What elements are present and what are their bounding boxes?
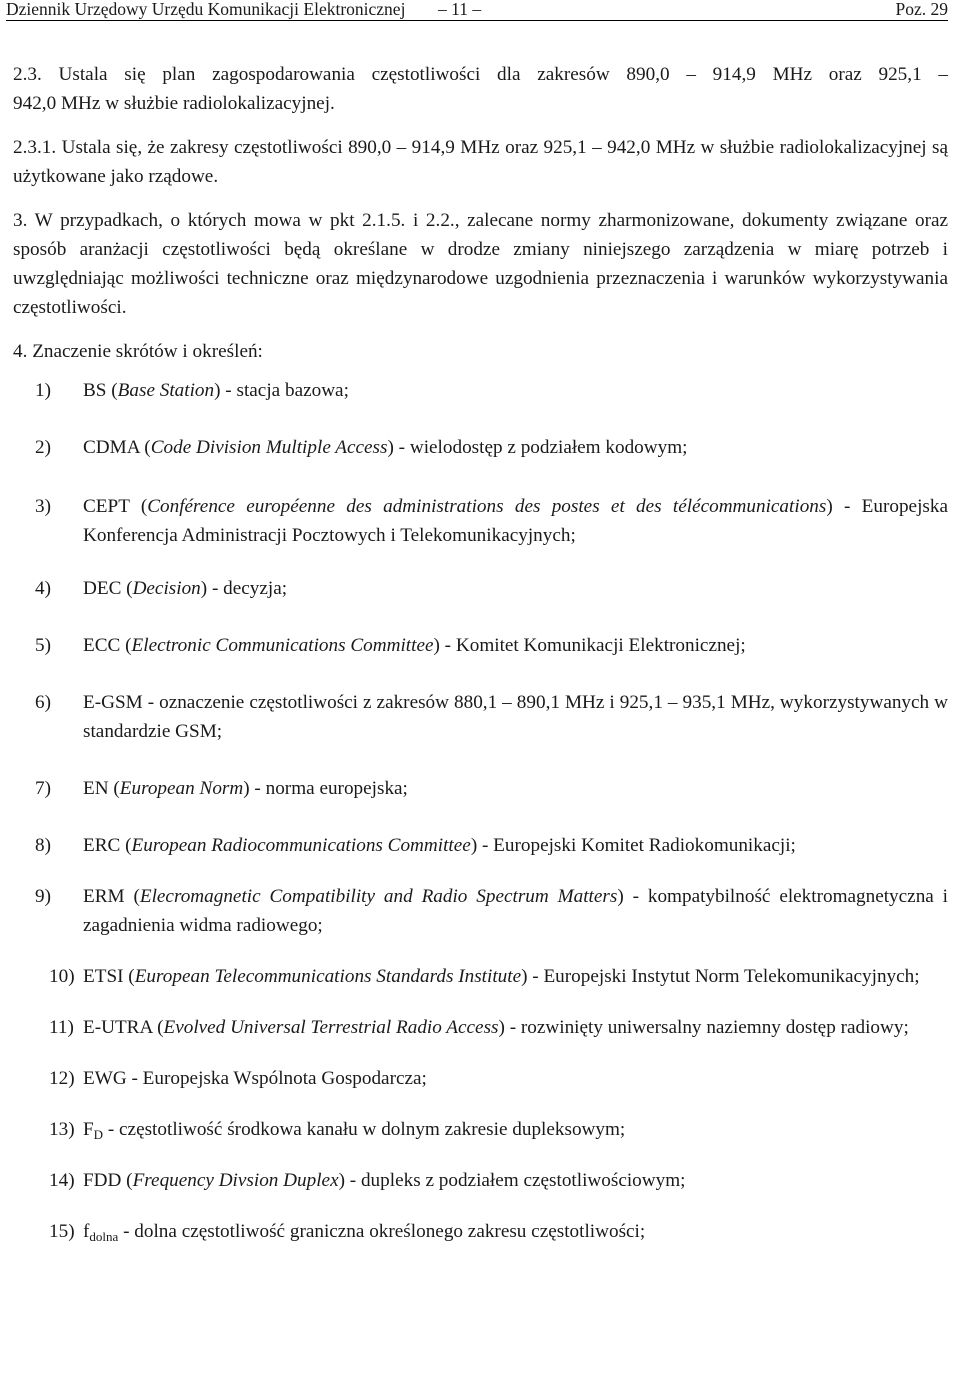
abbreviation: ERM ( [83, 886, 140, 907]
document-body [13, 60, 948, 1246]
definition-text [83, 631, 948, 660]
definition-text [83, 831, 948, 860]
item-number: 4) [35, 578, 51, 599]
polish-meaning: ) - decyzja; [200, 578, 288, 599]
definition-text [83, 1217, 948, 1246]
definition-item [13, 882, 948, 940]
abbreviation: BS ( [83, 380, 118, 401]
english-term: Conférence européenne des administrations des postes et des télécommunications [147, 496, 827, 517]
polish-meaning: ) - Komitet Komunikacji Elektronicznej; [433, 635, 746, 656]
item-number: 7) [35, 778, 51, 799]
abbreviation: CEPT ( [83, 496, 148, 517]
item-number: 10) [49, 966, 75, 987]
abbreviation: CDMA ( [83, 437, 151, 458]
item-number: 11) [49, 1017, 74, 1038]
abbreviation: EN ( [83, 778, 120, 799]
definition-item [13, 1064, 948, 1093]
english-term: Code Division Multiple Access [150, 437, 388, 458]
item-number: 8) [35, 835, 51, 856]
polish-meaning: - dolna częstotliwość graniczna określonego zakresu częstotliwości; [118, 1221, 646, 1242]
definition-item [13, 631, 948, 660]
abbreviation: ETSI ( [83, 966, 135, 987]
abbreviation: FDD ( [83, 1170, 133, 1191]
definition-item [13, 1217, 948, 1246]
definition-text [83, 376, 948, 405]
item-number: 15) [49, 1221, 75, 1242]
page-number: – 11 – [438, 0, 482, 19]
english-term: Elecromagnetic Compatibility and Radio Spectrum Matters [139, 886, 618, 907]
definition-item [13, 831, 948, 860]
polish-meaning: ) - norma europejska; [243, 778, 408, 799]
definition-text [83, 962, 948, 991]
definition-text [83, 1013, 948, 1042]
definition-item [13, 1115, 948, 1144]
english-term: European Telecommunications Standards Institute [134, 966, 522, 987]
polish-meaning: ) - Europejski Instytut Norm Telekomunikacyjnych; [521, 966, 920, 987]
definition-item [13, 492, 948, 550]
abbreviation: EWG - Europejska Wspólnota Gospodarcza; [83, 1068, 427, 1089]
english-term: Decision [132, 578, 201, 599]
polish-meaning: ) - Europejska Konferencja Administracji Pocztowych i Telekomunikacyjnych; [83, 496, 948, 546]
definition-item [13, 376, 948, 405]
paragraph-4-heading: 4. Znaczenie skrótów i określeń: [13, 341, 263, 362]
page-header [6, 0, 948, 21]
item-number: 1) [35, 380, 51, 401]
paragraph-3: 3. W przypadkach, o których mowa w pkt 2.1.5. i 2.2., zalecane normy zharmonizowane, dokumenty związane oraz sposób aranżacji częstotliwości będą określane w drodze zmiany niniejszego zarządzenia w miarę potrzeb i uwzględniając możliwości techniczne oraz międzynarodowe uzgodnienia przeznaczenia i warunków wykorzystywania częstotliwości. [13, 210, 948, 318]
definition-item [13, 688, 948, 746]
item-number: 3) [35, 496, 51, 517]
abbreviation: DEC ( [83, 578, 133, 599]
english-term: Electronic Communications Committee [131, 635, 434, 656]
polish-meaning: ) - stacja bazowa; [214, 380, 349, 401]
polish-meaning: ) - wielodostęp z podziałem kodowym; [387, 437, 688, 458]
position-number: Poz. 29 [895, 0, 948, 19]
definition-item [13, 433, 948, 462]
item-number: 14) [49, 1170, 75, 1191]
abbreviation: E-GSM - oznaczenie częstotliwości z zakresów 880,1 – 890,1 MHz i 925,1 – 935,1 MHz, wykorzystywanych w standardzie GSM; [83, 692, 948, 742]
english-term: Frequency Divsion Duplex [132, 1170, 339, 1191]
paragraph-2-3: 2.3. Ustala się plan zagospodarowania częstotliwości dla zakresów 890,0 – 914,9 MHz oraz 925,1 – 942,0 MHz w służbie radiolokalizacyjnej. [13, 64, 948, 114]
definition-item [13, 1013, 948, 1042]
definition-text [83, 774, 948, 803]
definition-text [83, 1166, 948, 1195]
journal-title: Dziennik Urzędowy Urzędu Komunikacji Elektronicznej [6, 0, 406, 19]
definition-text [83, 492, 948, 550]
item-number: 6) [35, 692, 51, 713]
definition-item [13, 962, 948, 991]
definition-item [13, 574, 948, 603]
subscript: dolna [89, 1229, 119, 1244]
english-term: Evolved Universal Terrestrial Radio Access [163, 1017, 499, 1038]
definition-text [83, 1064, 948, 1093]
abbreviation: ERC ( [83, 835, 132, 856]
definition-item [13, 774, 948, 803]
polish-meaning: ) - rozwinięty uniwersalny naziemny dostęp radiowy; [498, 1017, 909, 1038]
polish-meaning: ) - dupleks z podziałem częstotliwościowym; [338, 1170, 686, 1191]
abbreviation: F [83, 1119, 94, 1140]
definition-item [13, 1166, 948, 1195]
abbreviation: ECC ( [83, 635, 132, 656]
definition-text [83, 882, 948, 940]
polish-meaning: - częstotliwość środkowa kanału w dolnym zakresie dupleksowym; [103, 1119, 626, 1140]
polish-meaning: ) - Europejski Komitet Radiokomunikacji; [470, 835, 796, 856]
english-term: Base Station [117, 380, 215, 401]
paragraph-2-3-1: 2.3.1. Ustala się, że zakresy częstotliwości 890,0 – 914,9 MHz oraz 925,1 – 942,0 MHz w służbie radiolokalizacyjnej są użytkowane jako rządowe. [13, 137, 948, 187]
item-number: 2) [35, 437, 51, 458]
definition-text [83, 688, 948, 746]
item-number: 5) [35, 635, 51, 656]
definition-text [83, 1115, 948, 1144]
item-number: 12) [49, 1068, 75, 1089]
item-number: 13) [49, 1119, 75, 1140]
english-term: European Norm [119, 778, 244, 799]
definition-text [83, 574, 948, 603]
definitions-list [13, 376, 948, 1246]
english-term: European Radiocommunications Committee [131, 835, 471, 856]
item-number: 9) [35, 886, 51, 907]
abbreviation: E-UTRA ( [83, 1017, 164, 1038]
definition-text [83, 433, 948, 462]
polish-meaning: ) - kompatybilność elektromagnetyczna i zagadnienia widma radiowego; [83, 886, 949, 936]
abbreviation: f [83, 1221, 90, 1242]
subscript: D [93, 1127, 104, 1142]
